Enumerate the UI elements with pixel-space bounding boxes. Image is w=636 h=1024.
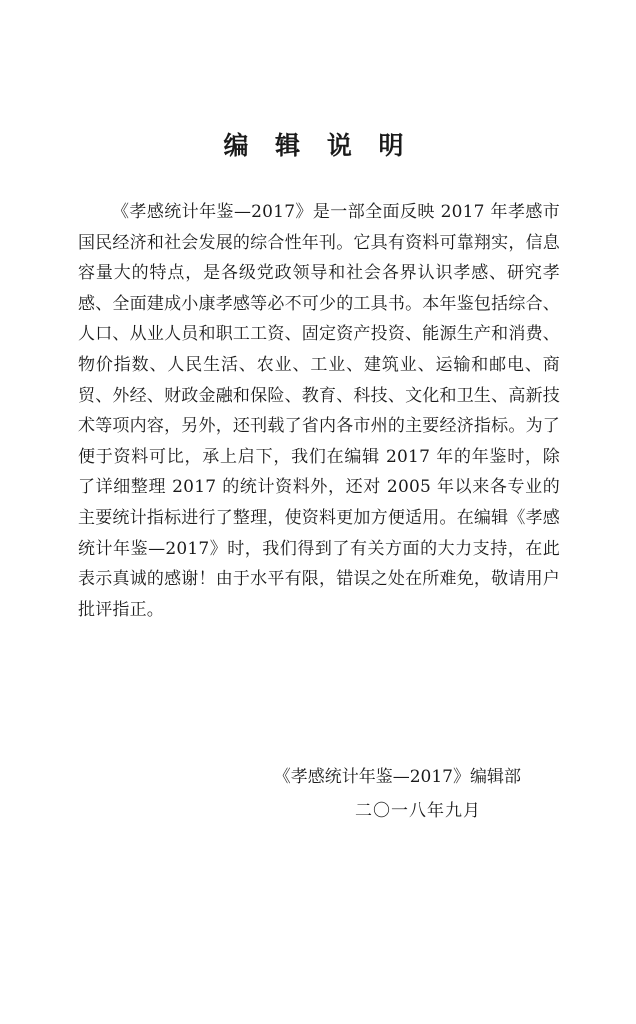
signature-line: 《孝感统计年鉴—2017》编辑部 xyxy=(273,767,521,787)
page-title: 编 辑 说 明 xyxy=(223,131,413,160)
body-paragraph: 《孝感统计年鉴—2017》是一部全面反映 2017 年孝感市国民经济和社会发展的综合性年刊。它具有资料可靠翔实，信息容量大的特点，是各级党政领导和社会各界认识孝感、研究孝感、全面建成小康孝感等必不可少的工具书。本年鉴包括综合、人口、从业人员和职工工资、固定资产投资、能源生产和消费、物价指数、人民生活、农业、工业、建筑业、运输和邮电、商贸、外经、财政金融和保险、教育、科技、文化和卫生、高新技术等项内容，另外，还刊载了省内各市州的主要经济指标。为了便于资料可比，承上启下，我们在编辑 2017 年的年鉴时，除了详细整理 2017 的统计资料外，还对 2005 年以来各专业的主要统计指标进行了整理，使资料更加方便适用。在编辑《孝感统计年鉴—2017》时，我们得到了有关方面的大力支持，在此表示真诚的感谢！由于水平有限，错误之处在所难免，敬请用户批评指正。 xyxy=(78,202,560,620)
date-line: 二〇一八年九月 xyxy=(355,801,481,821)
